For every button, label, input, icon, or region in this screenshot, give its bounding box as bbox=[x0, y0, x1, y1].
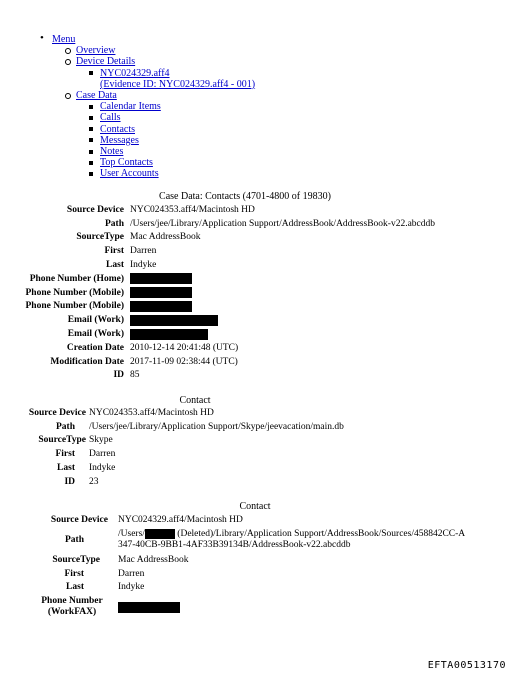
menu-item bbox=[36, 34, 255, 180]
field-label: First bbox=[55, 449, 75, 460]
redaction-block bbox=[130, 301, 192, 312]
path-prefix: /Users/ bbox=[118, 528, 145, 539]
case-data-item bbox=[62, 90, 255, 180]
table-row bbox=[20, 327, 435, 341]
table-row bbox=[36, 594, 465, 620]
device-file-link[interactable] bbox=[100, 68, 255, 90]
contacts-link[interactable]: Contacts bbox=[100, 123, 135, 135]
case-item-contacts bbox=[86, 124, 255, 135]
field-label: Phone Number (Mobile) bbox=[25, 287, 124, 298]
table-row bbox=[20, 258, 435, 272]
table-row bbox=[20, 313, 435, 327]
redaction-block bbox=[130, 315, 218, 326]
table-row bbox=[20, 203, 435, 217]
field-value: NYC024353.aff4/Macintosh HD bbox=[89, 407, 214, 418]
contact-caption: Contact bbox=[239, 501, 271, 512]
field-value: Indyke bbox=[89, 463, 116, 474]
path-line-2: 347-40CB-9BB1-4AF33B39134B/AddressBook-v22.abcddb bbox=[118, 539, 351, 550]
field-value: Indyke bbox=[130, 260, 157, 271]
table-row bbox=[26, 461, 344, 475]
table-row bbox=[20, 244, 435, 258]
redaction-block bbox=[118, 602, 180, 613]
table-row bbox=[20, 355, 435, 369]
field-label: First bbox=[64, 568, 84, 579]
table-row bbox=[20, 300, 435, 314]
redaction-block bbox=[130, 329, 208, 340]
field-value: Mac AddressBook bbox=[118, 554, 189, 565]
field-value bbox=[118, 527, 465, 553]
field-label: Email (Work) bbox=[67, 315, 124, 326]
case-item-calls bbox=[86, 112, 255, 123]
table-row bbox=[20, 341, 435, 355]
field-value: Darren bbox=[130, 246, 157, 257]
field-value: Indyke bbox=[118, 582, 145, 593]
table-row bbox=[26, 420, 344, 434]
overview-item bbox=[62, 45, 255, 56]
field-label: Phone Number (Mobile) bbox=[25, 301, 124, 312]
table-row bbox=[36, 527, 465, 553]
field-label: Last bbox=[57, 463, 75, 474]
field-label: SourceType bbox=[76, 232, 124, 243]
contact-table-1 bbox=[20, 203, 435, 382]
case-item-top-contacts bbox=[86, 157, 255, 168]
device-file-item bbox=[86, 68, 255, 90]
device-details-link[interactable]: Device Details bbox=[76, 56, 136, 68]
notes-link[interactable]: Notes bbox=[100, 146, 124, 158]
field-label: Last bbox=[106, 260, 124, 271]
field-value bbox=[130, 286, 435, 300]
contacts-table-caption: Case Data: Contacts (4701-4800 of 19830) bbox=[159, 191, 331, 202]
case-item-notes bbox=[86, 146, 255, 157]
field-label: Source Device bbox=[50, 514, 108, 525]
field-value bbox=[130, 327, 435, 341]
field-value: NYC024329.aff4/Macintosh HD bbox=[118, 514, 243, 525]
field-label: ID bbox=[113, 370, 124, 381]
table-row bbox=[26, 447, 344, 461]
evidence-id: (Evidence ID: NYC024329.aff4 - 001) bbox=[100, 78, 256, 90]
menu-link[interactable]: Menu bbox=[52, 34, 76, 45]
field-value: /Users/jee/Library/Application Support/Skype/jeevacation/main.db bbox=[89, 421, 344, 432]
field-value: Skype bbox=[89, 435, 113, 446]
contact-table-2 bbox=[26, 406, 344, 489]
field-value bbox=[130, 313, 435, 327]
field-value: 2010-12-14 20:41:48 (UTC) bbox=[130, 342, 239, 353]
field-label: Email (Work) bbox=[67, 329, 124, 340]
field-label: Path bbox=[65, 534, 84, 545]
table-row bbox=[36, 581, 465, 595]
table-row bbox=[20, 369, 435, 383]
field-value: 2017-11-09 02:38:44 (UTC) bbox=[130, 356, 238, 367]
device-details-item bbox=[62, 56, 255, 90]
messages-link[interactable]: Messages bbox=[100, 134, 139, 146]
field-value bbox=[130, 300, 435, 314]
top-contacts-link[interactable]: Top Contacts bbox=[100, 157, 153, 169]
table-row bbox=[20, 272, 435, 286]
field-label: Source Device bbox=[66, 204, 124, 215]
case-item-calendar bbox=[86, 101, 255, 112]
redaction-block bbox=[130, 287, 192, 298]
field-value: 23 bbox=[89, 476, 99, 487]
field-label: ID bbox=[64, 476, 75, 487]
table-row bbox=[26, 475, 344, 489]
table-row bbox=[20, 217, 435, 231]
device-file-name: NYC024329.aff4 bbox=[100, 67, 170, 79]
redaction-block bbox=[145, 529, 175, 539]
field-value: /Users/jee/Library/Application Support/AddressBook/AddressBook-v22.abcddb bbox=[130, 218, 436, 229]
case-data-link[interactable]: Case Data bbox=[76, 90, 117, 102]
case-item-messages bbox=[86, 135, 255, 146]
field-label: SourceType bbox=[52, 554, 100, 565]
field-label: SourceType bbox=[38, 435, 86, 446]
contact-table-3 bbox=[36, 513, 465, 620]
table-row bbox=[36, 567, 465, 581]
table-row bbox=[20, 286, 435, 300]
bates-number: EFTA00513170 bbox=[427, 660, 506, 671]
field-value: 85 bbox=[130, 370, 140, 381]
field-value bbox=[118, 594, 465, 620]
field-label: Last bbox=[66, 582, 84, 593]
table-row bbox=[36, 553, 465, 567]
field-label: Path bbox=[56, 421, 75, 432]
user-accounts-link[interactable]: User Accounts bbox=[100, 168, 159, 180]
calendar-items-link[interactable]: Calendar Items bbox=[100, 101, 161, 113]
field-label: Path bbox=[105, 218, 124, 229]
overview-link[interactable]: Overview bbox=[76, 45, 116, 57]
field-label: Creation Date bbox=[66, 342, 124, 353]
table-row bbox=[26, 406, 344, 420]
field-label: Modification Date bbox=[50, 356, 124, 367]
field-value bbox=[130, 272, 435, 286]
field-value: NYC024353.aff4/Macintosh HD bbox=[130, 204, 255, 215]
calls-link[interactable]: Calls bbox=[100, 112, 121, 124]
field-label: Phone Number (WorkFAX) bbox=[41, 596, 103, 618]
field-value: Darren bbox=[89, 449, 116, 460]
contact-caption: Contact bbox=[179, 395, 211, 406]
field-value: Mac AddressBook bbox=[130, 232, 201, 243]
field-value: Darren bbox=[118, 568, 145, 579]
path-rest: (Deleted)/Library/Application Support/AddressBook/Sources/458842CC-A bbox=[174, 528, 466, 539]
case-item-user-accounts bbox=[86, 168, 255, 179]
table-row bbox=[26, 434, 344, 448]
field-label: First bbox=[104, 246, 124, 257]
table-row bbox=[36, 513, 465, 527]
field-label: Phone Number (Home) bbox=[29, 273, 124, 284]
navigation-menu bbox=[36, 34, 255, 180]
table-row bbox=[20, 231, 435, 245]
field-label: Source Device bbox=[28, 407, 86, 418]
redaction-block bbox=[130, 273, 192, 284]
